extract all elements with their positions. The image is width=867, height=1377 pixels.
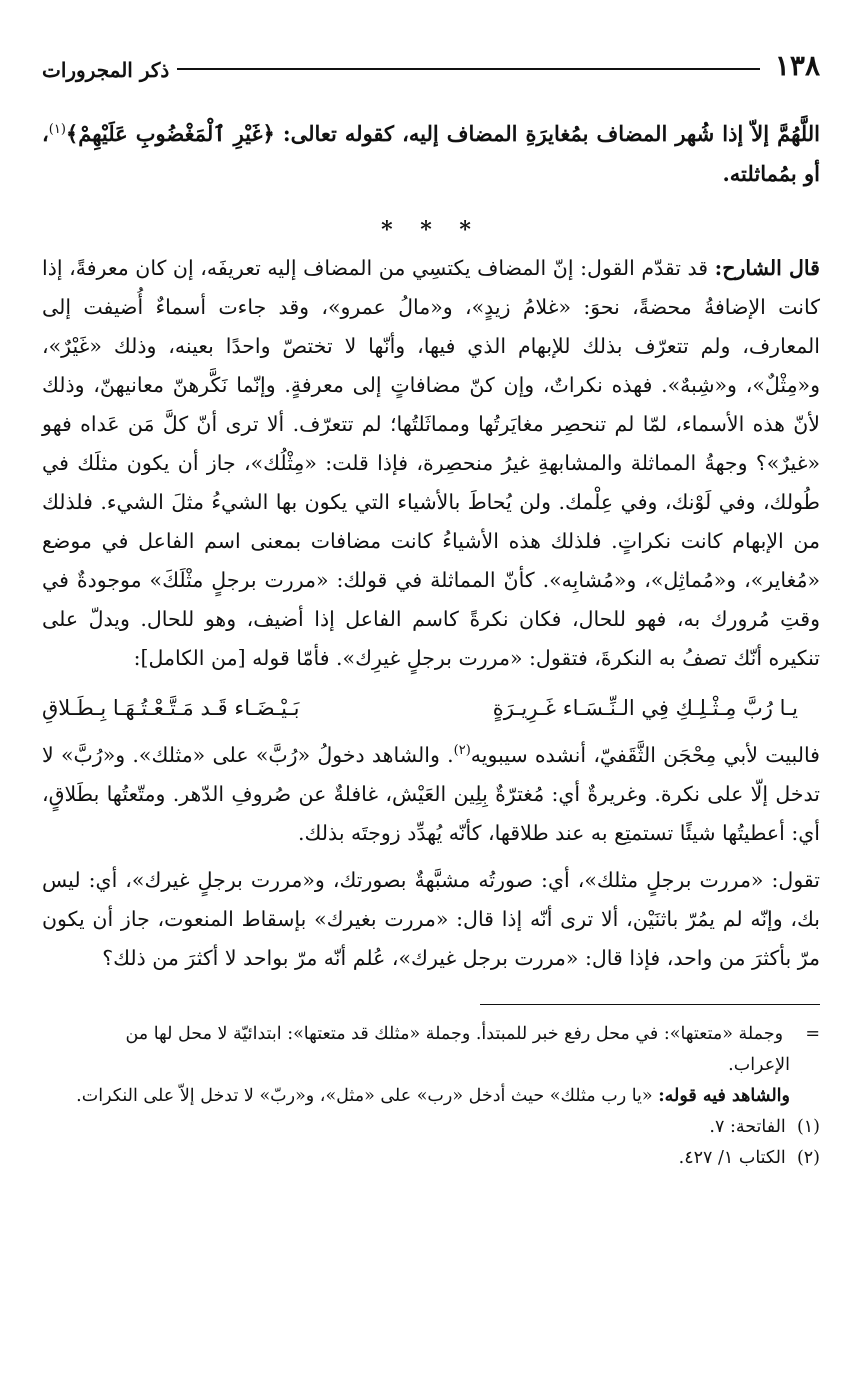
footnote-ref-1: (١) [48,122,66,137]
commentary-text-2b: . والشاهد دخولُ «رُبَّ» على «مثلك». و«رُبَّ» لا تدخل إلّا على نكرة. وغريرةٌ أي: مُغترّةٌ بِلِين العَيْش، غافلةٌ عن صُروفِ الدّهر. ومتّعتُها بطَلاقٍ، أي: أعطيتُها شيئًا تستمتِع به عند طلاقها، كأنّه يُهدِّد زوجتَه بذلك. [42,743,820,845]
poetry-verse [42,684,820,732]
footnote-1-number: (١) [796,1117,820,1137]
footnote-continuation-2 [42,1050,820,1081]
footnote-1 [42,1112,820,1143]
footnotes [42,1019,820,1174]
commentary-text-2a: فالبيت لأبي مِحْجَن الثَّقَفيّ، أنشده سيبويه [470,743,820,767]
commentary-text-3: تقول: «مررت برجلٍ مثلك»، أي: صورتُه مشبَّهةٌ بصورتك، و«مررت برجلٍ غيرك»، أي: ليس بك، وإنّه لم يمُرّ باثنَيْن، ألا ترى أنّه إذا قال: «مررت بغيرك» بإسقاط المنعوت، جاز أن يكون مرّ بأكثرَ من واحد، فإذا قال: «مررت برجل غيرك»، عُلم أنّه مرّ بواحد لا أكثرَ من ذلك؟ [42,868,820,970]
commentary-paragraph-1 [42,249,820,678]
header-rule [177,68,760,70]
footnote-2-text: الكتاب ١/ ٤٢٧. [678,1148,786,1168]
commentary-paragraph-3 [42,861,820,978]
footnote-1-text: الفاتحة: ٧. [709,1117,786,1137]
shahid-lead: والشاهد فيه قوله: [658,1086,790,1106]
commentary-text-1: قد تقدّم القول: إنّ المضاف يكتسِي من المضاف إليه تعريفَه، إن كان معرفةً، إذا كانت الإضافةُ محضةً، نحوَ: «غلامُ زيدٍ»، و«مالُ عمرو»، وقد جاءت أسماءٌ أُضيفت إلى المعارف، ولم تتعرّف بذلك للإبهام الذي فيها، وأنّها لا تختصّ واحدًا بعينه، وذلك «غَيْرٌ»، و«مِثْلٌ»، و«شِبهٌ». فهذه نكراتٌ، وإن كنّ مضافاتٍ إلى معرفةٍ. وإنّما نَكَّرهنّ معانيهنّ، وذلك لأنّ هذه الأسماء، لمّا لم تنحصِر مغايَرتُها ومماثَلتُها؛ لم تتعرّف. ألا ترى أنّ كلَّ مَن عَداه فهو «غيرٌ»؟ وجهةُ المماثلة والمشابهةِ غيرُ منحصِرة، فإذا قلت: «مِثْلُك»، جاز أن يكون مثلَك في طُولك، وفي لَوْنك، وفي عِلْمك. ولن يُحاطَ بالأشياء التي يكون بها الشيءُ مثلَ الشيء. فلذلك من الإبهام كانت نكراتٍ. فلذلك هذه الأشياءُ كانت مضافات بمعنى اسم الفاعل في موضع «مُغاير»، و«مُماثِل»، و«مُشابِه». كأنّ المماثلة في قولك: «مررت برجلٍ مثْلَكَ» موجودةٌ في وقتِ مُرورك به، فهو للحال، فكان نكرةً كاسم الفاعل إذا أضيف، وهو للحال. ويدلّ على تنكيره أنّك تصفُ به النكرةَ، فتقول: «مررت برجلٍ غيرِك». فأمّا قوله [من الكامل]: [42,256,820,670]
footnote-2-number: (٢) [796,1148,820,1168]
book-page [42,40,820,1360]
verse-second-hemistich: بَـيْـضَـاء قَـد مَـتَّـعْـتُـهَـا بِـطَـلاقِ [42,696,300,720]
running-title: ذكر المجرورات [42,58,170,82]
continuation-text-1: وجملة «متعتها»: في محل رفع خبر للمبتدأ. وجملة «مثلك قد متعتها»: ابتدائيّة لا محل لها من [125,1024,784,1044]
matn-paragraph [42,114,820,194]
commentary-paragraph-2 [42,736,820,853]
shahid-text: «يا رب مثلك» حيث أدخل «رب» على «مثل»، و«ربّ» لا تدخل إلاّ على النكرات. [76,1086,653,1106]
continuation-marker: = [805,1024,820,1044]
footnote-2 [42,1143,820,1174]
page-header [42,40,820,84]
matn-text: اللَّهُمَّ إلاّ إذا شُهر المضاف بمُغايرَةِ المضاف إليه، كقوله تعالى: ﴿غَيْرِ ٱلْمَغْضُوبِ عَلَيْهِمْ﴾ [65,121,820,146]
footnote-shahid [42,1081,820,1112]
section-separator: * * * [381,217,481,243]
commentary-lead: قال الشارح: [714,256,820,280]
footnote-continuation [42,1019,820,1050]
verse-first-hemistich: يـا رُبَّ مِـثْـلِـكِ فِي الـنِّـسَـاء غَـرِيـرَةٍ [492,696,798,720]
page-number: ١٣٨ [774,49,820,82]
footnote-ref-2: (٢) [453,743,471,759]
matn-tail: ، أو بمُماثلته. [42,121,820,186]
continuation-text-2: الإعراب. [728,1055,790,1075]
footnote-rule [480,1004,820,1005]
